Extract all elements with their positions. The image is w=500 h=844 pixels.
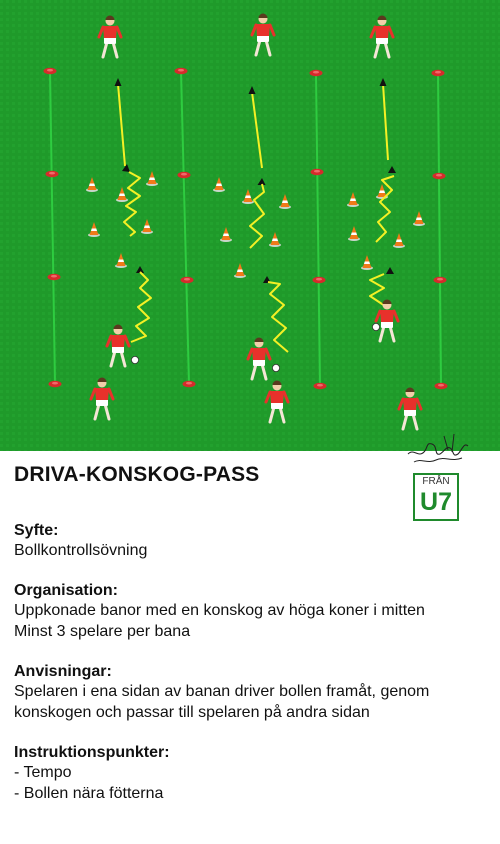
section-line: konskogen och passar till spelaren på andra sidan: [14, 704, 370, 721]
badge-age-group: U7: [420, 488, 452, 516]
drill-title: DRIVA-KONSKOG-PASS: [14, 463, 260, 486]
section-heading: Syfte:: [14, 522, 59, 539]
section-heading: Instruktionspunkter:: [14, 744, 170, 761]
section-syfte: [14, 521, 494, 561]
section-anvisningar: [14, 662, 494, 723]
section-instruktionspunkter: [14, 743, 494, 804]
section-heading: Anvisningar:: [14, 663, 112, 680]
section-line: Bollkontrollsövning: [14, 542, 148, 559]
section-organisation: [14, 581, 494, 642]
section-heading: Organisation:: [14, 582, 119, 599]
badge-from-label: FRÅN: [422, 476, 450, 487]
section-line: Minst 3 spelare per bana: [14, 623, 191, 640]
signature-scribble: [404, 428, 472, 472]
section-line: - Bollen nära fötterna: [14, 785, 164, 802]
drill-description: [14, 521, 494, 824]
section-line: - Tempo: [14, 764, 72, 781]
section-line: Spelaren i ena sidan av banan driver bollen framåt, genom: [14, 683, 430, 700]
section-line: Uppkonade banor med en konskog av höga koner i mitten: [14, 602, 425, 619]
age-badge: [413, 473, 459, 521]
